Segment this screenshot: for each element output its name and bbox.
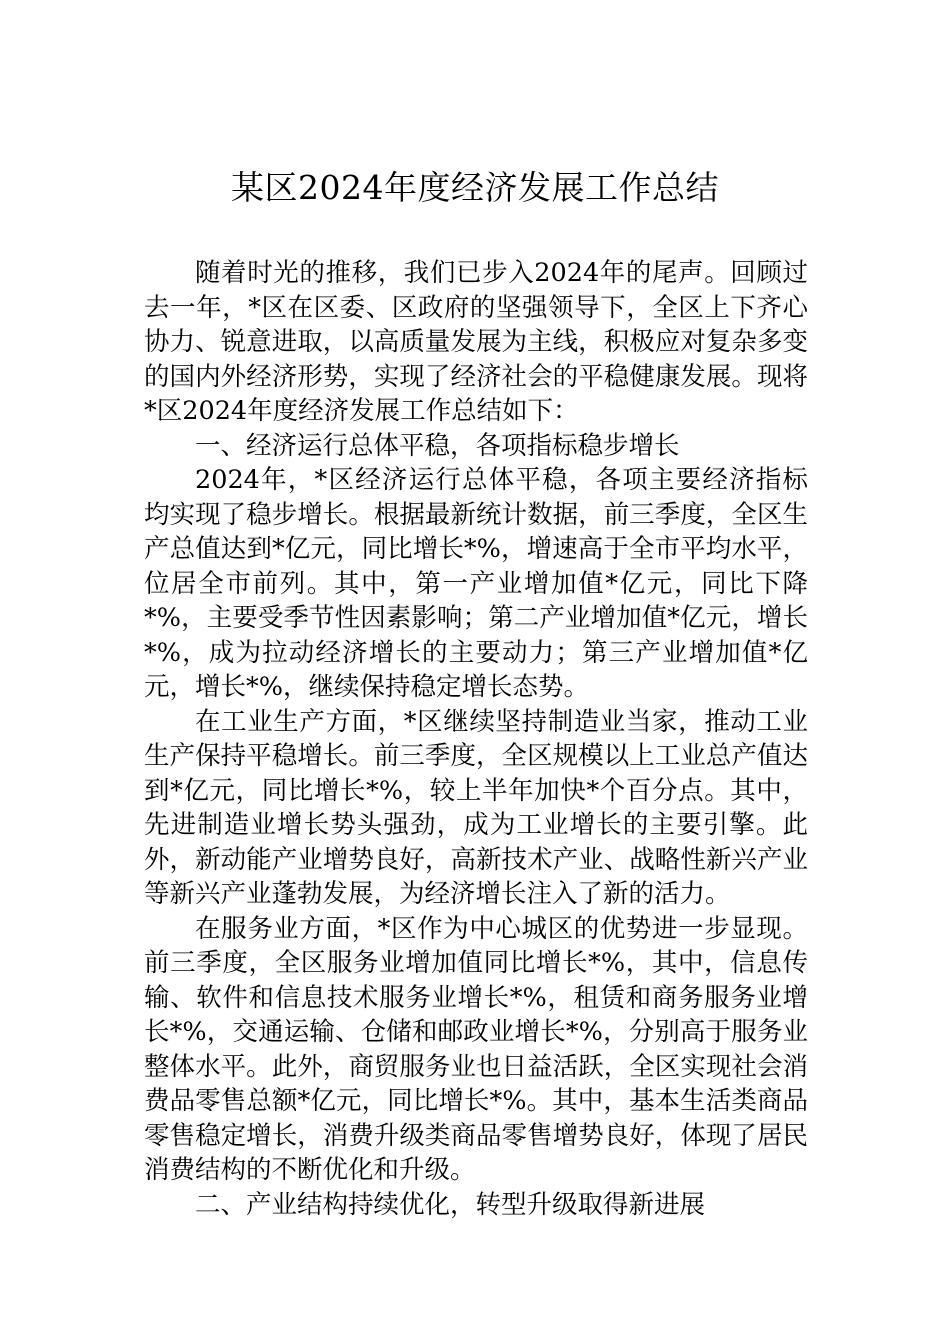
services-paragraph: 在服务业方面，*区作为中心城区的优势进一步显现。前三季度，全区服务业增加值同比增长*%，其中，信息传输、软件和信息技术服务业增长*%，租赁和商务服务业增长*%，交通运输、仓储和邮政业增长*%，分别高于服务业整体水平。此外，商贸服务业也日益活跃，全区实现社会消费品零售总额*亿元，同比增长*%。其中，基本生活类商品零售稳定增长，消费升级类商品零售增势良好，体现了居民消费结构的不断优化和升级。 — [144, 913, 808, 1185]
document-body — [144, 256, 808, 1222]
section-heading-2: 二、产业结构持续优化，转型升级取得新进展 — [195, 1189, 706, 1220]
intro-paragraph: 随着时光的推移，我们已步入2024年的尾声。回顾过去一年，*区在区委、区政府的坚强领导下，全区上下齐心协力、锐意进取，以高质量发展为主线，积极应对复杂多变的国内外经济形势，实现了经济社会的平稳健康发展。现将*区2024年度经济发展工作总结如下： — [144, 258, 808, 426]
section-heading-1: 一、经济运行总体平稳，各项指标稳步增长 — [195, 430, 680, 461]
document-title: 某区2024年度经济发展工作总结 — [231, 168, 719, 207]
economy-overview-paragraph: 2024年，*区经济运行总体平稳，各项主要经济指标均实现了稳步增长。根据最新统计数据，前三季度，全区生产总值达到*亿元，同比增长*%，增速高于全市平均水平，位居全市前列。其中，第一产业增加值*亿元，同比下降*%，主要受季节性因素影响；第二产业增加值*亿元，增长*%，成为拉动经济增长的主要动力；第三产业增加值*亿元，增长*%，继续保持稳定增长态势。 — [144, 465, 808, 702]
industry-paragraph: 在工业生产方面，*区继续坚持制造业当家，推动工业生产保持平稳增长。前三季度，全区规模以上工业总产值达到*亿元，同比增长*%，较上半年加快*个百分点。其中，先进制造业增长势头强劲，成为工业增长的主要引擎。此外，新动能产业增势良好，高新技术产业、战略性新兴产业等新兴产业蓬勃发展，为经济增长注入了新的活力。 — [144, 706, 808, 909]
